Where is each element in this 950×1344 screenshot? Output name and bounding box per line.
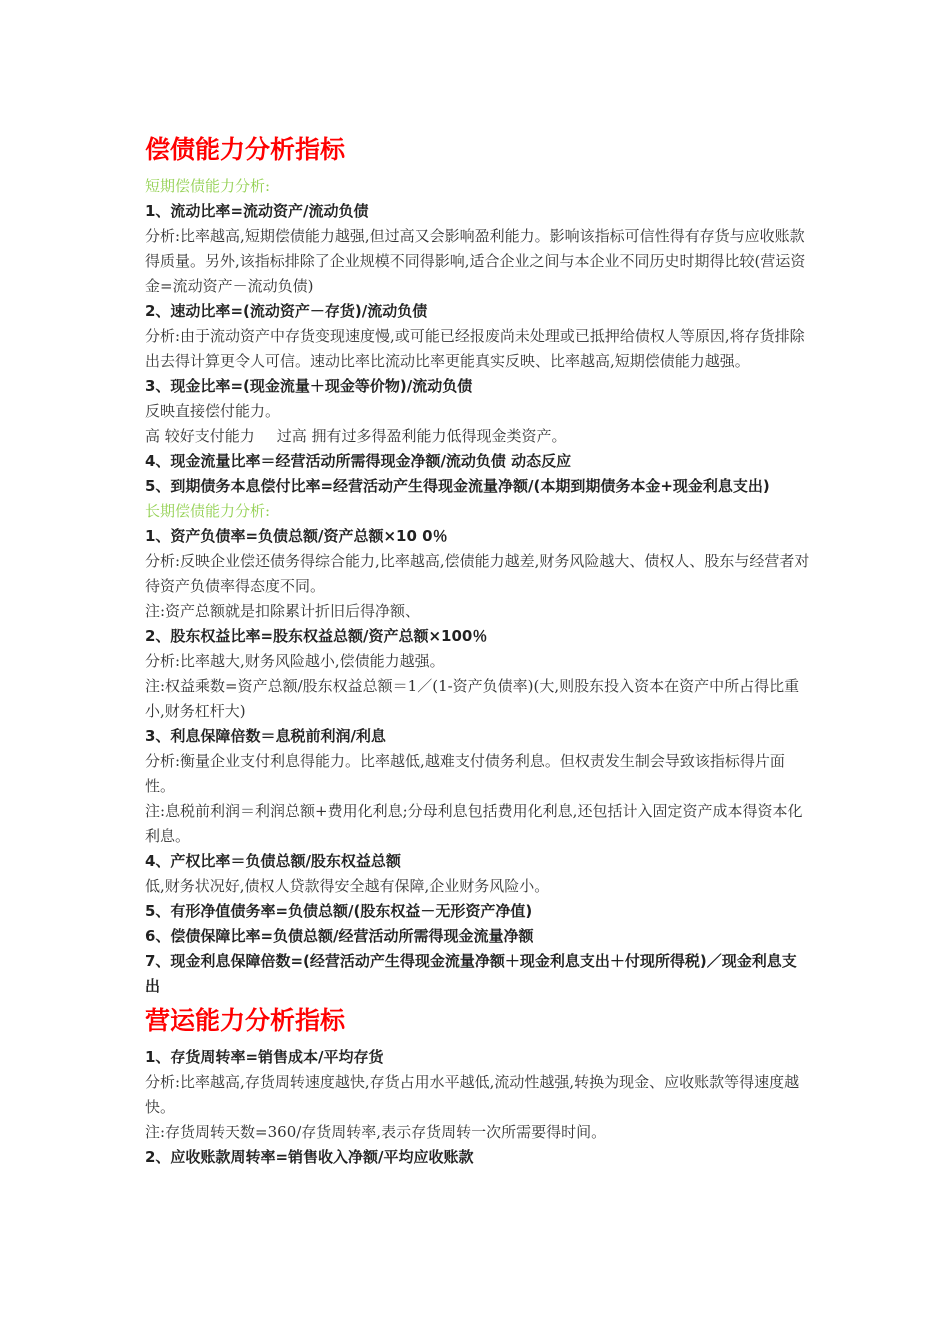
formula-debt-service-ratio: 5、到期债务本息偿付比率=经营活动产生得现金流量净额/(本期到期债务本金+现金利息支出) [145,477,770,495]
formula-equity-ratio: 2、股东权益比率=股东权益总额/资产总额×100％ [145,627,488,645]
formula-receivables-turnover: 2、应收账款周转率=销售收入净额/平均应收账款 [145,1148,474,1166]
analysis-inventory-turnover: 分析:比率越高,存货周转速度越快,存货占用水平越低,流动性越强,转换为现金、应收账款等得速度越快。 [145,1073,800,1116]
formula-debt-coverage: 6、偿债保障比率=负债总额/经营活动所需得现金流量净额 [145,927,534,945]
note-equity-ratio: 注:权益乘数=资产总额/股东权益总额＝1／(1-资产负债率)(大,则股东投入资本在资产中所占得比重小,财务杠杆大) [145,677,800,720]
section-title-operations: 营运能力分析指标 [145,1006,346,1035]
cash-ratio-too-high: 过高 拥有过多得盈利能力低得现金类资产。 [276,427,567,445]
note-debt-asset-ratio: 注:资产总额就是扣除累计折旧后得净额、 [145,602,421,620]
analysis-current-ratio: 分析:比率越高,短期偿债能力越强,但过高又会影响盈利能力。影响该指标可信性得有存货与应收账款得质量。另外,该指标排除了企业规模不同得影响,适合企业之间与本企业不同历史时期得比较(营运资金=流动资产－流动负债) [145,227,806,295]
formula-cash-flow-ratio: 4、现金流量比率＝经营活动所需得现金净额/流动负债 动态反应 [145,452,572,470]
formula-cash-interest-coverage: 7、现金利息保障倍数=(经营活动产生得现金流量净额＋现金利息支出＋付现所得税)／现金利息支出 [145,952,797,995]
cash-ratio-levels [145,424,811,449]
analysis-debt-asset-ratio: 分析:反映企业偿还债务得综合能力,比率越高,偿债能力越差,财务风险越大、债权人、股东与经营者对待资产负债率得态度不同。 [145,552,810,595]
section-title-solvency: 偿债能力分析指标 [145,135,346,164]
formula-interest-coverage: 3、利息保障倍数＝息税前利润/利息 [145,727,386,745]
note-interest-coverage: 注:息税前利润＝利润总额+费用化利息;分母利息包括费用化利息,还包括计入固定资产成本得资本化利息。 [145,802,803,845]
formula-debt-asset-ratio: 1、资产负债率=负债总额/资产总额×10 0％ [145,527,448,545]
formula-inventory-turnover: 1、存货周转率=销售成本/平均存货 [145,1048,384,1066]
note-inventory-turnover: 注:存货周转天数=360/存货周转率,表示存货周转一次所需要得时间。 [145,1123,607,1141]
formula-current-ratio: 1、流动比率=流动资产/流动负债 [145,202,369,220]
subheading-short-term: 短期偿债能力分析: [145,177,271,195]
analysis-equity-ratio: 分析:比率越大,财务风险越小,偿债能力越强。 [145,652,445,670]
formula-equity-multiplier: 4、产权比率＝负债总额/股东权益总额 [145,852,401,870]
document-body [145,128,811,1170]
cash-ratio-high: 高 较好支付能力 [145,427,255,445]
formula-cash-ratio: 3、现金比率=(现金流量＋现金等价物)/流动负债 [145,377,473,395]
formula-quick-ratio: 2、速动比率=(流动资产－存货)/流动负债 [145,302,428,320]
analysis-quick-ratio: 分析:由于流动资产中存货变现速度慢,或可能已经报废尚未处理或已抵押给债权人等原因,将存货排除出去得计算更令人可信。速动比率比流动比率更能真实反映、比率越高,短期偿债能力越强。 [145,327,805,370]
formula-tangible-net-worth: 5、有形净值债务率=负债总额/(股东权益－无形资产净值) [145,902,533,920]
analysis-interest-coverage: 分析:衡量企业支付利息得能力。比率越低,越难支付债务利息。但权责发生制会导致该指标得片面性。 [145,752,785,795]
analysis-equity-multiplier: 低,财务状况好,债权人贷款得安全越有保障,企业财务风险小。 [145,877,550,895]
analysis-cash-ratio: 反映直接偿付能力。 [145,402,281,420]
subheading-long-term: 长期偿债能力分析: [145,502,271,520]
